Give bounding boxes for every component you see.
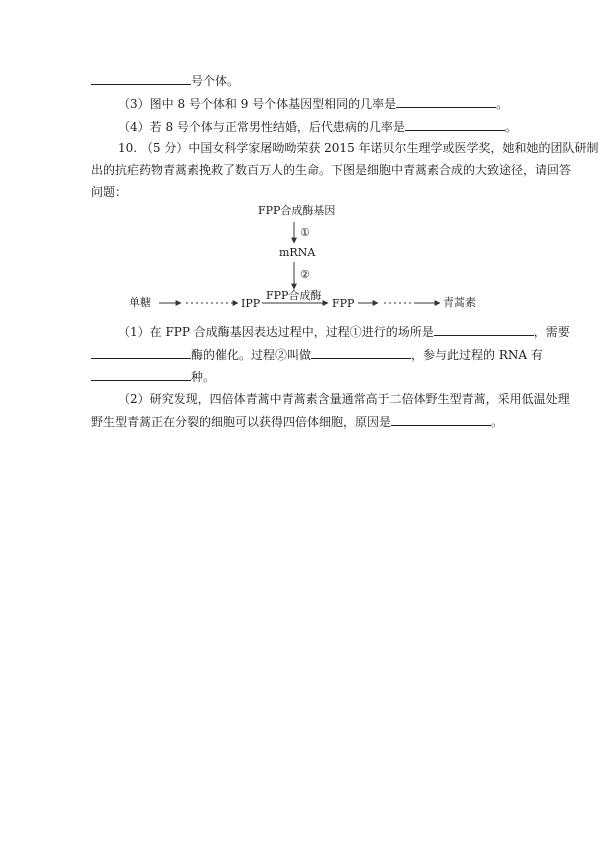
q10-sub1-text-e: 种。 bbox=[191, 370, 216, 384]
diagram-fpp-label: FPP bbox=[332, 297, 355, 310]
diagram-ipp-label: IPP bbox=[241, 297, 261, 310]
diagram-artemisinin-label: 青蒿素 bbox=[443, 296, 476, 309]
answer-blank-q10-site[interactable] bbox=[434, 323, 534, 336]
q10-sub1-text-a: （1）在 FPP 合成酶基因表达过程中，过程①进行的场所是 bbox=[118, 325, 434, 339]
diagram-step1-label: ① bbox=[300, 226, 310, 239]
q10-sub1-text-b: ，需要 bbox=[533, 325, 570, 339]
q10-stem-line-3: 问题： bbox=[91, 185, 128, 199]
q9-sub3-number: （3） bbox=[118, 97, 150, 111]
diagram-sugar-label: 单糖 bbox=[129, 296, 151, 309]
diagram-gene-label: FPP合成酶基因 bbox=[258, 204, 336, 217]
diagram-step2-label: ② bbox=[300, 268, 310, 281]
q10-sub1-line-1 bbox=[118, 323, 570, 340]
q10-stem-line-1: 10. （5 分）中国女科学家屠呦呦荣获 2015 年诺贝尔生理学或医学奖，她和她的团队研制 bbox=[118, 141, 599, 155]
q10-sub1-line-3 bbox=[91, 368, 215, 385]
q9-sub3-text: 图中 8 号个体和 9 号个体基因型相同的几率是 bbox=[149, 97, 397, 111]
q9-sub3-end: 。 bbox=[496, 97, 509, 111]
diagram-enzyme-label: FPP合成酶 bbox=[266, 289, 322, 302]
answer-blank-q10-reason[interactable] bbox=[391, 413, 491, 426]
q9-cont-suffix: 号个体。 bbox=[191, 74, 240, 88]
answer-blank-q10-rna-count[interactable] bbox=[91, 368, 191, 381]
q10-sub1-text-d: ，参与此过程的 RNA 有 bbox=[411, 348, 543, 362]
q10-sub2-line-2 bbox=[91, 413, 503, 430]
q10-sub2-text-b: 。 bbox=[491, 415, 504, 429]
answer-blank-q10-enzyme[interactable] bbox=[91, 346, 191, 359]
q10-sub2-text-a: 野生型青蒿正在分裂的细胞可以获得四倍体细胞，原因是 bbox=[91, 415, 392, 429]
q10-stem-line-2: 出的抗疟药物青蒿素挽救了数百万人的生命。下图是细胞中青蒿素合成的大致途径，请回答 bbox=[91, 163, 572, 177]
q10-sub2-line-1: （2）研究发现，四倍体青蒿中青蒿素含量通常高于二倍体野生型青蒿，采用低温处理 bbox=[118, 392, 570, 406]
answer-blank-q10-process[interactable] bbox=[311, 346, 411, 359]
q10-sub1-text-c: 酶的催化。过程②叫做 bbox=[191, 348, 312, 362]
q9-sub4-number: （4） bbox=[118, 120, 150, 134]
q9-sub4-text: 若 8 号个体与正常男性结婚，后代患病的几率是 bbox=[149, 120, 405, 134]
diagram-mrna-label: mRNA bbox=[279, 246, 316, 259]
q9-sub4-end: 。 bbox=[504, 120, 517, 134]
q10-sub1-line-2 bbox=[91, 346, 543, 363]
